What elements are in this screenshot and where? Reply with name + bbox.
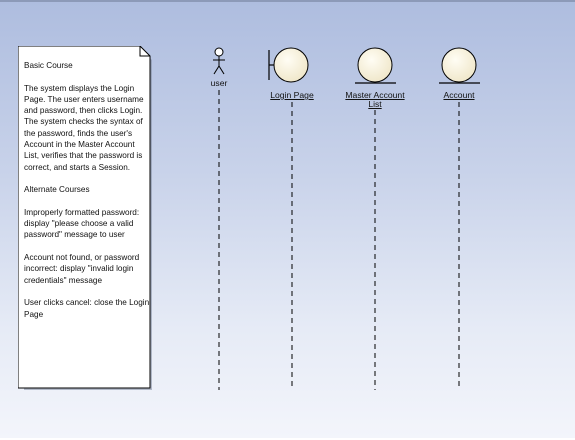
actor-user-label: user — [210, 78, 228, 88]
entity-master-account-list-icon[interactable] — [355, 48, 396, 83]
lifelines-layer — [0, 2, 575, 440]
note-text: Basic Course The system displays the Login Page. The user enters username and password, then clicks Login. The system checks the syntax of the password, finds the user's Account in the Master Account List, verifies that the password is correct, and starts a Session. Alternate Courses Improperly formatted password: display "please choose a valid password" message to user Account not found, or password incorrect: display "invalid login credentials" message User clicks cancel: close the Login Page — [24, 61, 150, 319]
master-account-list-label-line2[interactable]: List — [368, 99, 382, 109]
actor-user-icon[interactable] — [213, 48, 225, 74]
entity-account-icon[interactable] — [439, 48, 480, 83]
boundary-login-page-icon[interactable] — [269, 48, 308, 82]
master-account-list-label-line1[interactable]: Master Account — [345, 90, 405, 100]
login-page-label[interactable]: Login Page — [270, 90, 314, 100]
account-label[interactable]: Account — [443, 90, 475, 100]
